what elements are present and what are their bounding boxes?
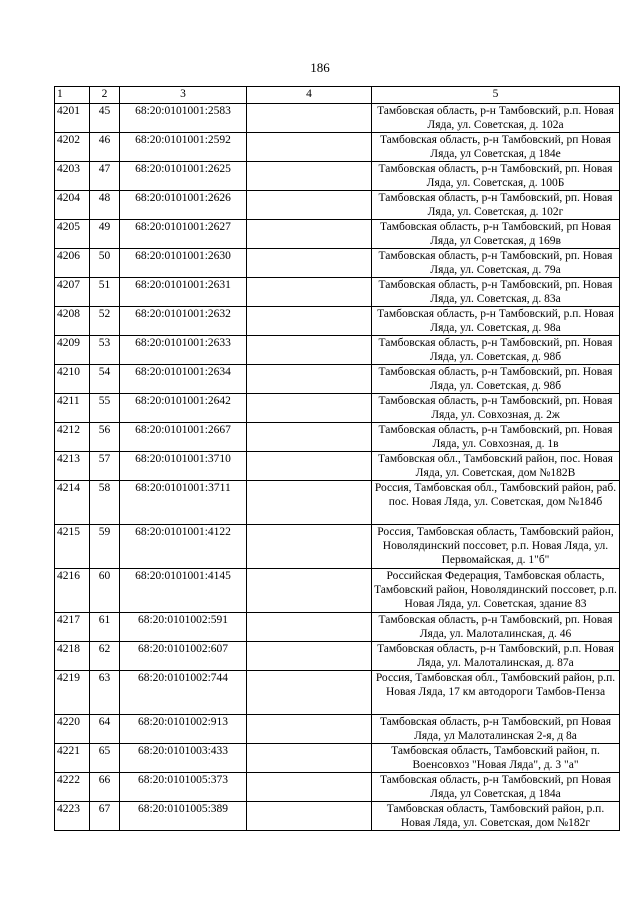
cell-index: 61: [90, 613, 120, 642]
cell-col4: [247, 365, 372, 394]
cell-index: 46: [90, 133, 120, 162]
cell-cadastral-number: 68:20:0101001:2632: [120, 307, 247, 336]
cell-cadastral-number: 68:20:0101001:4145: [120, 569, 247, 613]
cell-cadastral-number: 68:20:0101002:744: [120, 671, 247, 715]
cell-address: Тамбовская область, р-н Тамбовский, рп. Новая Ляда, ул. Советская, д. 83а: [372, 278, 620, 307]
cell-address: Россия, Тамбовская обл., Тамбовский район, р.п. Новая Ляда, 17 км автодороги Тамбов-Пенза: [372, 671, 620, 715]
cell-cadastral-number: 68:20:0101001:2592: [120, 133, 247, 162]
cell-number: 4211: [55, 394, 90, 423]
cell-cadastral-number: 68:20:0101001:2626: [120, 191, 247, 220]
cell-cadastral-number: 68:20:0101001:3711: [120, 481, 247, 525]
cell-index: 62: [90, 642, 120, 671]
cell-index: 59: [90, 525, 120, 569]
cell-address: Тамбовская область, р-н Тамбовский, рп Новая Ляда, ул Малоталинская 2-я, д 8а: [372, 715, 620, 744]
cell-number: 4209: [55, 336, 90, 365]
cell-col4: [247, 336, 372, 365]
cell-col4: [247, 220, 372, 249]
header-col-4: 4: [247, 87, 372, 104]
cell-index: 58: [90, 481, 120, 525]
cell-index: 56: [90, 423, 120, 452]
table-row: [55, 671, 620, 715]
table-row: [55, 307, 620, 336]
cell-index: 67: [90, 802, 120, 831]
cell-address: Тамбовская область, р-н Тамбовский, р.п. Новая Ляда, ул. Советская, д. 102а: [372, 104, 620, 133]
cell-number: 4220: [55, 715, 90, 744]
table-row: [55, 220, 620, 249]
cell-index: 65: [90, 744, 120, 773]
cell-address: Российская Федерация, Тамбовская область, Тамбовский район, Новолядинский поссовет, р.п. Новая Ляда, ул. Советская, здание 83: [372, 569, 620, 613]
cell-number: 4203: [55, 162, 90, 191]
cell-col4: [247, 744, 372, 773]
cell-cadastral-number: 68:20:0101001:2583: [120, 104, 247, 133]
cell-col4: [247, 162, 372, 191]
cell-index: 47: [90, 162, 120, 191]
cell-number: 4206: [55, 249, 90, 278]
table-row: [55, 773, 620, 802]
cell-cadastral-number: 68:20:0101001:2634: [120, 365, 247, 394]
header-col-5: 5: [372, 87, 620, 104]
cell-col4: [247, 307, 372, 336]
cell-col4: [247, 802, 372, 831]
cell-col4: [247, 423, 372, 452]
cell-number: 4204: [55, 191, 90, 220]
cell-cadastral-number: 68:20:0101005:373: [120, 773, 247, 802]
cell-col4: [247, 104, 372, 133]
cell-cadastral-number: 68:20:0101001:2625: [120, 162, 247, 191]
cell-number: 4202: [55, 133, 90, 162]
cell-cadastral-number: 68:20:0101001:2627: [120, 220, 247, 249]
table-row: [55, 191, 620, 220]
table-row: [55, 481, 620, 525]
cell-col4: [247, 133, 372, 162]
cell-cadastral-number: 68:20:0101001:2631: [120, 278, 247, 307]
header-col-3: 3: [120, 87, 247, 104]
table-row: [55, 715, 620, 744]
header-col-1: 1: [55, 87, 90, 104]
table-row: [55, 569, 620, 613]
cell-address: Тамбовская область, р-н Тамбовский, рп. Новая Ляда, ул. Малоталинская, д. 46: [372, 613, 620, 642]
cell-cadastral-number: 68:20:0101005:389: [120, 802, 247, 831]
cell-col4: [247, 394, 372, 423]
table-row: [55, 249, 620, 278]
cell-cadastral-number: 68:20:0101002:913: [120, 715, 247, 744]
cell-number: 4207: [55, 278, 90, 307]
cell-address: Тамбовская область, р-н Тамбовский, р.п. Новая Ляда, ул. Советская, д. 98а: [372, 307, 620, 336]
cell-address: Тамбовская область, р-н Тамбовский, рп Новая Ляда, ул Советская, д 184а: [372, 773, 620, 802]
cell-address: Тамбовская область, р-н Тамбовский, рп. Новая Ляда, ул. Советская, д. 102г: [372, 191, 620, 220]
cell-cadastral-number: 68:20:0101001:2630: [120, 249, 247, 278]
cell-address: Тамбовская область, Тамбовский район, р.п. Новая Ляда, ул. Советская, дом №182г: [372, 802, 620, 831]
cell-address: Тамбовская область, р-н Тамбовский, рп. Новая Ляда, ул. Советская, д. 79а: [372, 249, 620, 278]
cell-col4: [247, 191, 372, 220]
cell-index: 64: [90, 715, 120, 744]
cell-col4: [247, 671, 372, 715]
table-row: [55, 613, 620, 642]
table-row: [55, 133, 620, 162]
cell-index: 50: [90, 249, 120, 278]
cell-index: 48: [90, 191, 120, 220]
cell-number: 4221: [55, 744, 90, 773]
cell-address: Тамбовская обл., Тамбовский район, пос. Новая Ляда, ул. Советская, дом №182В: [372, 452, 620, 481]
cell-number: 4223: [55, 802, 90, 831]
cell-address: Тамбовская область, р-н Тамбовский, рп Новая Ляда, ул Советская, д 184е: [372, 133, 620, 162]
cell-index: 66: [90, 773, 120, 802]
cell-number: 4201: [55, 104, 90, 133]
cell-cadastral-number: 68:20:0101001:2667: [120, 423, 247, 452]
cell-number: 4208: [55, 307, 90, 336]
cell-address: Тамбовская область, р-н Тамбовский, рп. Новая Ляда, ул. Советская, д. 100Б: [372, 162, 620, 191]
cell-col4: [247, 613, 372, 642]
cell-address: Россия, Тамбовская область, Тамбовский район, Новолядинский поссовет, р.п. Новая Ляда, ул. Первомайская, д. 1"б": [372, 525, 620, 569]
cell-col4: [247, 452, 372, 481]
table-row: [55, 104, 620, 133]
cell-address: Тамбовская область, Тамбовский район, п. Военсовхоз "Новая Ляда", д. 3 "а": [372, 744, 620, 773]
cell-address: Тамбовская область, р-н Тамбовский, р.п. Новая Ляда, ул. Малоталинская, д. 87а: [372, 642, 620, 671]
cell-cadastral-number: 68:20:0101002:591: [120, 613, 247, 642]
cell-col4: [247, 525, 372, 569]
cell-number: 4212: [55, 423, 90, 452]
cell-col4: [247, 249, 372, 278]
cell-index: 53: [90, 336, 120, 365]
cell-col4: [247, 642, 372, 671]
cell-number: 4210: [55, 365, 90, 394]
table-row: [55, 452, 620, 481]
cell-index: 51: [90, 278, 120, 307]
page-number: 186: [310, 60, 330, 75]
cell-col4: [247, 278, 372, 307]
cell-cadastral-number: 68:20:0101001:2633: [120, 336, 247, 365]
cell-col4: [247, 715, 372, 744]
cell-cadastral-number: 68:20:0101001:4122: [120, 525, 247, 569]
table-row: [55, 802, 620, 831]
cell-number: 4205: [55, 220, 90, 249]
cell-index: 60: [90, 569, 120, 613]
cell-number: 4213: [55, 452, 90, 481]
cell-address: Тамбовская область, р-н Тамбовский, рп. Новая Ляда, ул. Советская, д. 98б: [372, 365, 620, 394]
cell-cadastral-number: 68:20:0101001:2642: [120, 394, 247, 423]
registry-table: [54, 86, 620, 831]
cell-index: 54: [90, 365, 120, 394]
table-row: [55, 744, 620, 773]
table-row: [55, 336, 620, 365]
cell-number: 4217: [55, 613, 90, 642]
cell-index: 52: [90, 307, 120, 336]
table-header-row: [55, 87, 620, 104]
cell-number: 4216: [55, 569, 90, 613]
cell-index: 45: [90, 104, 120, 133]
cell-index: 63: [90, 671, 120, 715]
cell-address: Россия, Тамбовская обл., Тамбовский район, раб. пос. Новая Ляда, ул. Советская, дом №184б: [372, 481, 620, 525]
cell-index: 55: [90, 394, 120, 423]
cell-cadastral-number: 68:20:0101003:433: [120, 744, 247, 773]
table-row: [55, 642, 620, 671]
cell-col4: [247, 773, 372, 802]
cell-address: Тамбовская область, р-н Тамбовский, рп. Новая Ляда, ул. Совхозная, д. 2ж: [372, 394, 620, 423]
cell-col4: [247, 569, 372, 613]
header-col-2: 2: [90, 87, 120, 104]
table-row: [55, 278, 620, 307]
cell-cadastral-number: 68:20:0101001:3710: [120, 452, 247, 481]
cell-number: 4219: [55, 671, 90, 715]
cell-index: 57: [90, 452, 120, 481]
cell-number: 4214: [55, 481, 90, 525]
cell-address: Тамбовская область, р-н Тамбовский, рп. Новая Ляда, ул. Советская, д. 98б: [372, 336, 620, 365]
cell-number: 4218: [55, 642, 90, 671]
cell-index: 49: [90, 220, 120, 249]
cell-address: Тамбовская область, р-н Тамбовский, рп Новая Ляда, ул Советская, д 169в: [372, 220, 620, 249]
table-row: [55, 423, 620, 452]
cell-cadastral-number: 68:20:0101002:607: [120, 642, 247, 671]
cell-col4: [247, 481, 372, 525]
table-row: [55, 394, 620, 423]
cell-number: 4222: [55, 773, 90, 802]
table-row: [55, 162, 620, 191]
cell-address: Тамбовская область, р-н Тамбовский, рп. Новая Ляда, ул. Совхозная, д. 1в: [372, 423, 620, 452]
cell-number: 4215: [55, 525, 90, 569]
table-row: [55, 365, 620, 394]
table-row: [55, 525, 620, 569]
